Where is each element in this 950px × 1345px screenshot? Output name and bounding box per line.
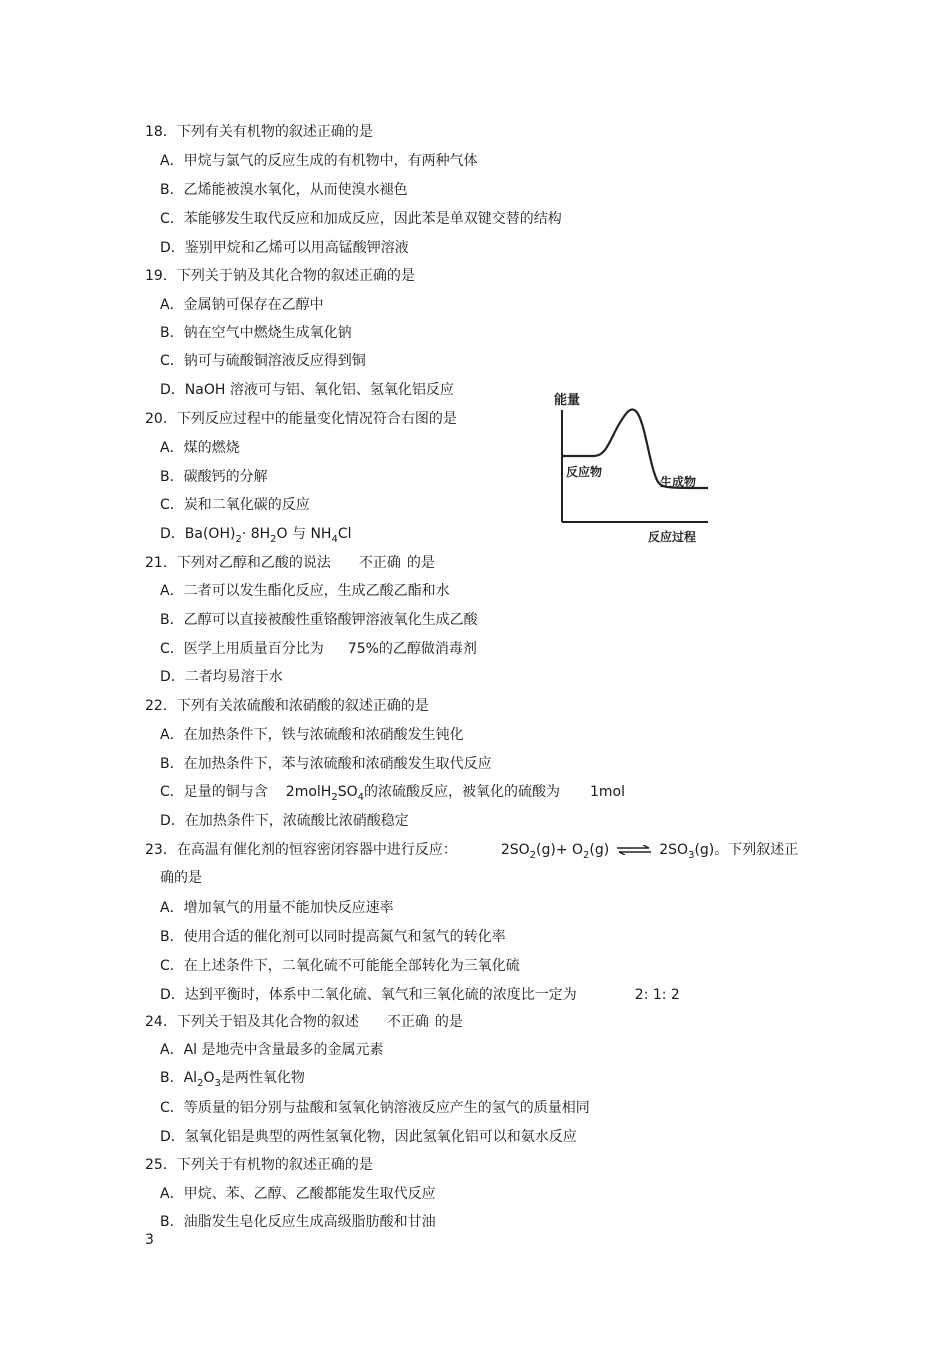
q22-c-part3: 的浓硫酸反应，被氧化的硫酸为 [363,784,560,800]
q20-d-sub3: 4 [331,533,338,545]
q23-eq-left-sub: 2 [529,849,537,861]
question-25-stem: 25．下列关于有机物的叙述正确的是 [145,1157,373,1173]
q21-c-part2: 75%的乙醇做消毒剂 [347,641,477,657]
q22-c-sub1: 2 [331,791,338,803]
q23-stem-a: 23．在高温有催化剂的恒容密闭容器中进行反应： [145,842,457,858]
q20-option-b: B．碳酸钙的分解 [160,469,268,485]
q23-option-b: B．使用合适的催化剂可以同时提高氮气和氢气的转化率 [160,929,506,945]
q24-b-part3: 是两性氧化物 [220,1070,305,1086]
diagram-product-label: 生成物 [660,475,697,489]
question-21-stem [145,554,435,572]
q23-eq-left-c: (g) [589,842,610,858]
q22-c-part4: 1mol [589,784,625,800]
q21-option-b: B．乙醇可以直接被酸性重铬酸钾溶液氧化生成乙酸 [160,612,478,628]
q23-stem-continued: 确的是 [160,870,202,886]
q20-d-sub2: 2 [270,533,277,545]
q25-option-b: B．油脂发生皂化反应生成高级脂肪酸和甘油 [160,1214,436,1230]
q21-option-c [160,640,477,658]
q23-eq-right-sub: 3 [688,849,695,861]
q23-option-d [160,986,680,1004]
q20-d-mid1: · 8H [241,526,271,542]
q18-option-c: C．苯能够发生取代反应和加成反应，因此苯是单双键交替的结构 [160,211,562,227]
q23-eq-left-a: 2SO [500,842,530,858]
q24-b-part2: O [203,1070,215,1086]
question-24-stem [145,1013,463,1031]
q23-d-part2: 2: 1: 2 [634,987,680,1003]
q24-b-sub1: 2 [197,1077,204,1089]
q22-c-part2: 2molH [285,784,332,800]
q25-option-a: A．甲烷、苯、乙醇、乙酸都能发生取代反应 [160,1186,436,1202]
q22-c-mid: SO [337,784,358,800]
q21-c-part1: C．医学上用质量百分比为 [160,641,324,657]
q20-option-d [160,525,352,543]
q19-option-a: A．金属钠可保存在乙醇中 [160,297,324,313]
q23-eq-left-b: (g)+ O [536,842,584,858]
q21-stem-a: 21．下列对乙醇和乙酸的说法 [145,555,331,571]
q19-option-b: B．钠在空气中燃烧生成氧化钠 [160,325,352,341]
q23-eq-right-a: 2SO [659,842,689,858]
q18-option-a: A．甲烷与氯气的反应生成的有机物中，有两种气体 [160,153,478,169]
q24-stem-c: 的是 [434,1014,463,1030]
q24-option-d: D．氢氧化铝是典型的两性氢氧化物，因此氢氧化铝可以和氨水反应 [160,1129,577,1145]
q20-option-c: C．炭和二氧化碳的反应 [160,497,310,513]
question-18-stem: 18．下列有关有机物的叙述正确的是 [145,124,373,140]
q24-option-c: C．等质量的铝分别与盐酸和氢氧化钠溶液反应产生的氢气的质量相同 [160,1100,590,1116]
q19-option-d: D．NaOH 溶液可与铝、氧化铝、氢氧化铝反应 [160,382,454,398]
q20-d-suffix: Cl [337,526,352,542]
page-number: 3 [145,1232,154,1248]
q24-b-sub2: 3 [214,1077,221,1089]
q22-option-d: D．在加热条件下，浓硫酸比浓硝酸稳定 [160,813,409,829]
q23-d-part1: D．达到平衡时，体系中二氧化硫、氧气和三氧化硫的浓度比一定为 [160,987,577,1003]
q24-stem-a: 24．下列关于铝及其化合物的叙述 [145,1014,359,1030]
q20-d-mid2: O 与 NH [276,526,332,542]
energy-diagram [548,390,718,550]
equilibrium-arrow-icon [617,845,651,855]
diagram-reactant-label: 反应物 [566,465,603,479]
q20-option-a: A．煤的燃烧 [160,440,240,456]
q24-option-b [160,1069,305,1087]
diagram-y-label: 能量 [554,393,581,408]
q21-option-a: A．二者可以发生酯化反应，生成乙酸乙酯和水 [160,583,450,599]
q20-d-sub1: 2 [235,533,242,545]
q22-c-sub2: 4 [357,791,364,803]
q23-eq-left-sub2: 2 [583,849,590,861]
q18-option-d: D．鉴别甲烷和乙烯可以用高锰酸钾溶液 [160,240,409,256]
question-22-stem: 22．下列有关浓硫酸和浓硝酸的叙述正确的是 [145,698,429,714]
question-20-stem: 20．下列反应过程中的能量变化情况符合右图的是 [145,411,457,427]
q19-option-c: C．钠可与硫酸铜溶液反应得到铜 [160,353,366,369]
q22-option-b: B．在加热条件下，苯与浓硫酸和浓硝酸发生取代反应 [160,756,492,772]
q21-stem-c: 的是 [406,555,435,571]
diagram-x-label: 反应过程 [648,530,697,544]
q24-b-part1: B．Al [160,1070,198,1086]
q23-option-c: C．在上述条件下，二氧化硫不可能能全部转化为三氧化硫 [160,958,520,974]
q21-stem-b: 不正确 [358,555,401,571]
q22-c-part1: C．足量的铜与含 [160,784,268,800]
q20-d-prefix: D．Ba(OH) [160,526,236,542]
question-19-stem: 19．下列关于钠及其化合物的叙述正确的是 [145,268,415,284]
q18-option-b: B．乙烯能被溴水氧化，从而使溴水褪色 [160,182,408,198]
question-23-stem [145,841,798,859]
q24-option-a: A．Al 是地壳中含量最多的金属元素 [160,1042,384,1058]
q22-option-c [160,783,625,801]
q23-option-a: A．增加氧气的用量不能加快反应速率 [160,900,394,916]
q21-option-d: D．二者均易溶于水 [160,669,283,685]
q22-option-a: A．在加热条件下，铁与浓硫酸和浓硝酸发生钝化 [160,727,464,743]
q23-eq-right-b: (g)。下列叙述正 [694,842,799,858]
q24-stem-b: 不正确 [386,1014,429,1030]
